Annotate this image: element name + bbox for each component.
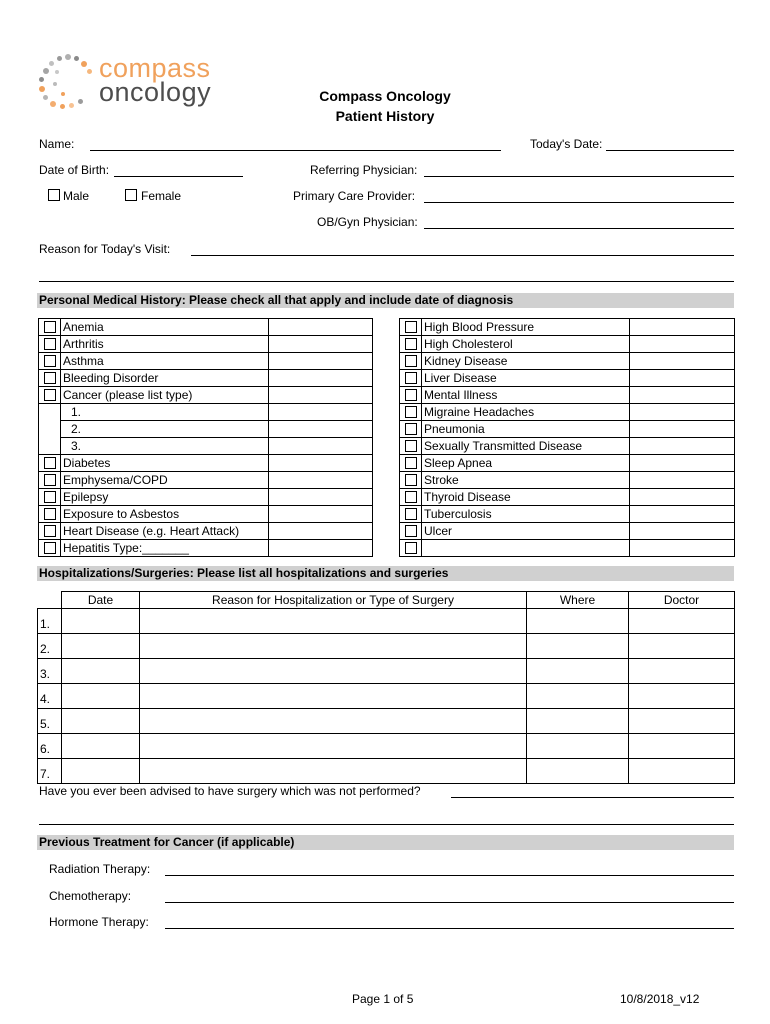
condition-label: Hepatitis Type:_______ (61, 540, 269, 557)
medical-history-row (39, 523, 373, 540)
row-number: 3. (38, 659, 62, 684)
diagnosis-date-cell[interactable] (269, 523, 373, 540)
condition-checkbox-liver-disease[interactable] (405, 372, 417, 384)
medical-history-row (400, 438, 735, 455)
male-checkbox[interactable] (48, 189, 60, 201)
medical-history-row (39, 421, 373, 438)
checkbox-cell (39, 421, 61, 438)
checkbox-cell (39, 540, 61, 557)
diagnosis-date-cell[interactable] (269, 336, 373, 353)
condition-checkbox-exposure-to-asbestos[interactable] (44, 508, 56, 520)
checkbox-cell (400, 489, 422, 506)
hormone-field[interactable] (165, 928, 734, 929)
hs-doctor-cell[interactable] (629, 759, 735, 784)
condition-label: Thyroid Disease (422, 489, 630, 506)
hs-reason-cell[interactable] (140, 734, 527, 759)
todays-date-field[interactable] (606, 150, 734, 151)
checkbox-cell (400, 438, 422, 455)
condition-checkbox-diabetes[interactable] (44, 457, 56, 469)
condition-label: Ulcer (422, 523, 630, 540)
hs-header-where: Where (527, 592, 629, 609)
hs-date-cell[interactable] (62, 759, 140, 784)
hospitalizations-table (37, 591, 735, 784)
medical-history-heading: Personal Medical History: Please check all that apply and include date of diagnosis (37, 293, 734, 308)
checkbox-cell (400, 540, 422, 557)
radiation-label: Radiation Therapy: (49, 862, 151, 876)
diagnosis-date-cell[interactable] (269, 489, 373, 506)
hs-date-cell[interactable] (62, 734, 140, 759)
hs-reason-cell[interactable] (140, 709, 527, 734)
checkbox-cell (400, 319, 422, 336)
medical-history-row (400, 387, 735, 404)
dob-field[interactable] (114, 176, 243, 177)
hs-reason-cell[interactable] (140, 759, 527, 784)
condition-label: 3. (61, 438, 269, 455)
obgyn-field[interactable] (424, 228, 734, 229)
hs-where-cell[interactable] (527, 634, 629, 659)
medical-history-row (39, 319, 373, 336)
table-row (38, 709, 735, 734)
condition-checkbox-migraine-headaches[interactable] (405, 406, 417, 418)
hs-doctor-cell[interactable] (629, 659, 735, 684)
hs-header-blank (38, 592, 62, 609)
checkbox-cell (39, 336, 61, 353)
chemotherapy-field[interactable] (165, 902, 734, 903)
checkbox-cell (400, 506, 422, 523)
diagnosis-date-cell[interactable] (630, 472, 735, 489)
hs-doctor-cell[interactable] (629, 609, 735, 634)
hs-date-cell[interactable] (62, 634, 140, 659)
hs-reason-cell[interactable] (140, 609, 527, 634)
checkbox-cell (39, 489, 61, 506)
diagnosis-date-cell[interactable] (269, 506, 373, 523)
hs-where-cell[interactable] (527, 759, 629, 784)
condition-checkbox-pneumonia[interactable] (405, 423, 417, 435)
condition-label: 1. (61, 404, 269, 421)
medical-history-row (39, 370, 373, 387)
medical-history-row (400, 336, 735, 353)
hs-header-doctor: Doctor (629, 592, 735, 609)
condition-checkbox-emphysema-copd[interactable] (44, 474, 56, 486)
condition-checkbox-sexually-transmitted-disease[interactable] (405, 440, 417, 452)
pcp-field[interactable] (424, 202, 734, 203)
condition-label: Liver Disease (422, 370, 630, 387)
checkbox-cell (400, 523, 422, 540)
surgery-question-field-line1[interactable] (451, 797, 734, 798)
hs-header-date: Date (62, 592, 140, 609)
condition-checkbox-stroke[interactable] (405, 474, 417, 486)
diagnosis-date-cell[interactable] (630, 421, 735, 438)
page-title: Patient History (335, 108, 435, 124)
medical-history-row (39, 353, 373, 370)
checkbox-cell (400, 455, 422, 472)
reason-field-line2[interactable] (39, 281, 734, 282)
diagnosis-date-cell[interactable] (269, 421, 373, 438)
row-number: 6. (38, 734, 62, 759)
checkbox-cell (39, 438, 61, 455)
diagnosis-date-cell[interactable] (630, 370, 735, 387)
logo-text-compass: compass (99, 53, 211, 83)
condition-label: Asthma (61, 353, 269, 370)
checkbox-cell (400, 387, 422, 404)
hormone-label: Hormone Therapy: (49, 915, 149, 929)
logo-text-oncology: oncology (99, 77, 212, 107)
checkbox-cell (39, 319, 61, 336)
table-row (38, 634, 735, 659)
checkbox-cell (400, 336, 422, 353)
checkbox-cell (400, 370, 422, 387)
row-number: 1. (38, 609, 62, 634)
condition-checkbox-ulcer[interactable] (405, 525, 417, 537)
medical-history-row (400, 319, 735, 336)
checkbox-cell (400, 421, 422, 438)
condition-label: Epilepsy (61, 489, 269, 506)
hs-reason-cell[interactable] (140, 659, 527, 684)
female-checkbox[interactable] (125, 189, 137, 201)
row-number: 5. (38, 709, 62, 734)
diagnosis-date-cell[interactable] (630, 336, 735, 353)
condition-label: Stroke (422, 472, 630, 489)
condition-checkbox-hepatitis-type[interactable] (44, 542, 56, 554)
diagnosis-date-cell[interactable] (630, 540, 735, 557)
medical-history-row (39, 540, 373, 557)
hospitalizations-heading: Hospitalizations/Surgeries: Please list all hospitalizations and surgeries (37, 566, 734, 581)
hs-doctor-cell[interactable] (629, 634, 735, 659)
male-label: Male (63, 189, 90, 203)
version-date: 10/8/2018_v12 (620, 992, 700, 1006)
medical-history-row (39, 387, 373, 404)
diagnosis-date-cell[interactable] (269, 455, 373, 472)
table-row (38, 734, 735, 759)
checkbox-cell (39, 523, 61, 540)
condition-label: Arthritis (61, 336, 269, 353)
name-label: Name: (39, 137, 75, 151)
medical-history-row (400, 472, 735, 489)
condition-checkbox-kidney-disease[interactable] (405, 355, 417, 367)
medical-history-row (39, 489, 373, 506)
diagnosis-date-cell[interactable] (269, 540, 373, 557)
condition-checkbox-blank[interactable] (405, 542, 417, 554)
referring-physician-label: Referring Physician: (310, 163, 418, 177)
page-number: Page 1 of 5 (352, 992, 414, 1006)
name-field[interactable] (90, 150, 501, 151)
checkbox-cell (39, 472, 61, 489)
condition-checkbox-heart-disease-e-g-heart-attack[interactable] (44, 525, 56, 537)
diagnosis-date-cell[interactable] (269, 404, 373, 421)
dob-label: Date of Birth: (39, 163, 110, 177)
treatment-heading: Previous Treatment for Cancer (if applicable) (37, 835, 734, 850)
medical-history-row (39, 472, 373, 489)
condition-checkbox-anemia[interactable] (44, 321, 56, 333)
diagnosis-date-cell[interactable] (630, 387, 735, 404)
hs-where-cell[interactable] (527, 684, 629, 709)
condition-label: Emphysema/COPD (61, 472, 269, 489)
diagnosis-date-cell[interactable] (630, 404, 735, 421)
medical-history-row (39, 455, 373, 472)
condition-label: Exposure to Asbestos (61, 506, 269, 523)
chemotherapy-label: Chemotherapy: (49, 889, 132, 903)
medical-history-row (400, 404, 735, 421)
condition-checkbox-tuberculosis[interactable] (405, 508, 417, 520)
reason-field-line1[interactable] (191, 255, 734, 256)
row-number: 7. (38, 759, 62, 784)
checkbox-cell (400, 404, 422, 421)
medical-history-row (39, 438, 373, 455)
condition-label: Sleep Apnea (422, 455, 630, 472)
diagnosis-date-cell[interactable] (269, 387, 373, 404)
condition-label: Pneumonia (422, 421, 630, 438)
hs-doctor-cell[interactable] (629, 734, 735, 759)
checkbox-cell (400, 472, 422, 489)
diagnosis-date-cell[interactable] (630, 353, 735, 370)
medical-history-row (400, 421, 735, 438)
medical-history-row (400, 455, 735, 472)
hs-doctor-cell[interactable] (629, 684, 735, 709)
diagnosis-date-cell[interactable] (269, 472, 373, 489)
org-name: Compass Oncology (319, 88, 451, 104)
medical-history-row (39, 404, 373, 421)
diagnosis-date-cell[interactable] (630, 523, 735, 540)
hs-date-cell[interactable] (62, 684, 140, 709)
condition-label: Anemia (61, 319, 269, 336)
condition-checkbox-mental-illness[interactable] (405, 389, 417, 401)
medical-history-row (400, 353, 735, 370)
condition-label: Mental Illness (422, 387, 630, 404)
condition-label: High Blood Pressure (422, 319, 630, 336)
medical-history-row (39, 506, 373, 523)
hs-where-cell[interactable] (527, 709, 629, 734)
condition-checkbox-asthma[interactable] (44, 355, 56, 367)
hs-doctor-cell[interactable] (629, 709, 735, 734)
condition-label: High Cholesterol (422, 336, 630, 353)
condition-checkbox-sleep-apnea[interactable] (405, 457, 417, 469)
hs-where-cell[interactable] (527, 659, 629, 684)
diagnosis-date-cell[interactable] (630, 506, 735, 523)
medical-history-row (400, 370, 735, 387)
referring-physician-field[interactable] (424, 176, 734, 177)
condition-label: Bleeding Disorder (61, 370, 269, 387)
female-label: Female (141, 189, 182, 203)
medical-history-row (400, 523, 735, 540)
medical-history-row (400, 540, 735, 557)
medical-history-row (400, 506, 735, 523)
row-number: 2. (38, 634, 62, 659)
diagnosis-date-cell[interactable] (269, 438, 373, 455)
condition-label: Heart Disease (e.g. Heart Attack) (61, 523, 269, 540)
checkbox-cell (39, 353, 61, 370)
surgery-question-label: Have you ever been advised to have surgery which was not performed? (39, 784, 421, 798)
surgery-question-field-line2[interactable] (39, 824, 734, 825)
condition-label: Diabetes (61, 455, 269, 472)
hs-reason-cell[interactable] (140, 634, 527, 659)
condition-label: Tuberculosis (422, 506, 630, 523)
medical-history-row (39, 336, 373, 353)
obgyn-label: OB/Gyn Physician: (317, 215, 418, 229)
table-row (38, 759, 735, 784)
condition-checkbox-high-blood-pressure[interactable] (405, 321, 417, 333)
diagnosis-date-cell[interactable] (269, 353, 373, 370)
condition-checkbox-cancer-please-list-type[interactable] (44, 389, 56, 401)
diagnosis-date-cell[interactable] (630, 438, 735, 455)
table-row (38, 659, 735, 684)
diagnosis-date-cell[interactable] (630, 455, 735, 472)
checkbox-cell (400, 353, 422, 370)
checkbox-cell (39, 370, 61, 387)
diagnosis-date-cell[interactable] (269, 319, 373, 336)
medical-history-right-table (399, 318, 735, 557)
medical-history-row (400, 489, 735, 506)
table-row (38, 684, 735, 709)
condition-checkbox-epilepsy[interactable] (44, 491, 56, 503)
hs-where-cell[interactable] (527, 609, 629, 634)
diagnosis-date-cell[interactable] (630, 489, 735, 506)
todays-date-label: Today's Date: (530, 137, 603, 151)
pcp-label: Primary Care Provider: (293, 189, 416, 203)
checkbox-cell (39, 506, 61, 523)
hs-where-cell[interactable] (527, 734, 629, 759)
checkbox-cell (39, 455, 61, 472)
hs-date-cell[interactable] (62, 659, 140, 684)
hs-date-cell[interactable] (62, 609, 140, 634)
diagnosis-date-cell[interactable] (269, 370, 373, 387)
radiation-field[interactable] (165, 875, 734, 876)
condition-label: 2. (61, 421, 269, 438)
checkbox-cell (39, 404, 61, 421)
condition-checkbox-high-cholesterol[interactable] (405, 338, 417, 350)
hs-header-reason: Reason for Hospitalization or Type of Surgery (140, 592, 527, 609)
checkbox-cell (39, 387, 61, 404)
row-number: 4. (38, 684, 62, 709)
condition-checkbox-arthritis[interactable] (44, 338, 56, 350)
condition-label: Kidney Disease (422, 353, 630, 370)
table-row (38, 609, 735, 634)
hs-date-cell[interactable] (62, 709, 140, 734)
condition-label: Migraine Headaches (422, 404, 630, 421)
condition-label: Sexually Transmitted Disease (422, 438, 630, 455)
hs-reason-cell[interactable] (140, 684, 527, 709)
condition-checkbox-bleeding-disorder[interactable] (44, 372, 56, 384)
condition-label: Cancer (please list type) (61, 387, 269, 404)
medical-history-left-table (38, 318, 373, 557)
reason-label: Reason for Today's Visit: (39, 242, 171, 256)
condition-label[interactable] (422, 540, 630, 557)
diagnosis-date-cell[interactable] (630, 319, 735, 336)
condition-checkbox-thyroid-disease[interactable] (405, 491, 417, 503)
